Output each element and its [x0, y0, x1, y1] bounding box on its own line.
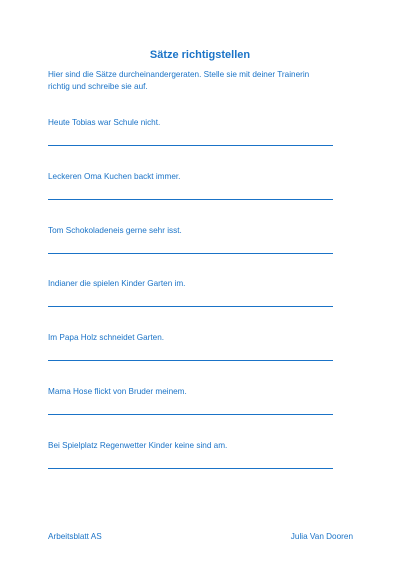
exercise-6: [48, 387, 333, 397]
answer-line[interactable]: [48, 199, 333, 200]
instructions: [48, 69, 368, 93]
exercise-5: [48, 333, 333, 343]
scrambled-sentence: Bei Spielplatz Regenwetter Kinder keine sind am.: [48, 441, 228, 450]
answer-line[interactable]: [48, 253, 333, 254]
answer-line[interactable]: [48, 306, 333, 307]
exercise-1: [48, 118, 333, 128]
scrambled-sentence: Heute Tobias war Schule nicht.: [48, 118, 161, 127]
scrambled-sentence: Leckeren Oma Kuchen backt immer.: [48, 172, 181, 181]
scrambled-sentence: Mama Hose flickt von Bruder meinem.: [48, 387, 187, 396]
answer-line[interactable]: [48, 360, 333, 361]
answer-line[interactable]: [48, 468, 333, 469]
exercise-7: [48, 441, 333, 451]
exercise-3: [48, 226, 333, 236]
scrambled-sentence: Indianer die spielen Kinder Garten im.: [48, 279, 186, 288]
scrambled-sentence: Im Papa Holz schneidet Garten.: [48, 333, 165, 342]
answer-line[interactable]: [48, 145, 333, 146]
worksheet-title: Sätze richtigstellen: [149, 49, 251, 61]
instructions-line-2: richtig und schreibe sie auf.: [48, 82, 148, 91]
exercise-4: [48, 279, 333, 289]
instructions-line-1: Hier sind die Sätze durcheinandergeraten. Stelle sie mit deiner Trainerin: [48, 70, 310, 79]
scrambled-sentence: Tom Schokoladeneis gerne sehr isst.: [48, 226, 182, 235]
footer-author: Julia Van Dooren: [290, 532, 353, 541]
answer-line[interactable]: [48, 414, 333, 415]
exercise-2: [48, 172, 333, 182]
footer-worksheet-label: Arbeitsblatt AS: [48, 532, 102, 541]
